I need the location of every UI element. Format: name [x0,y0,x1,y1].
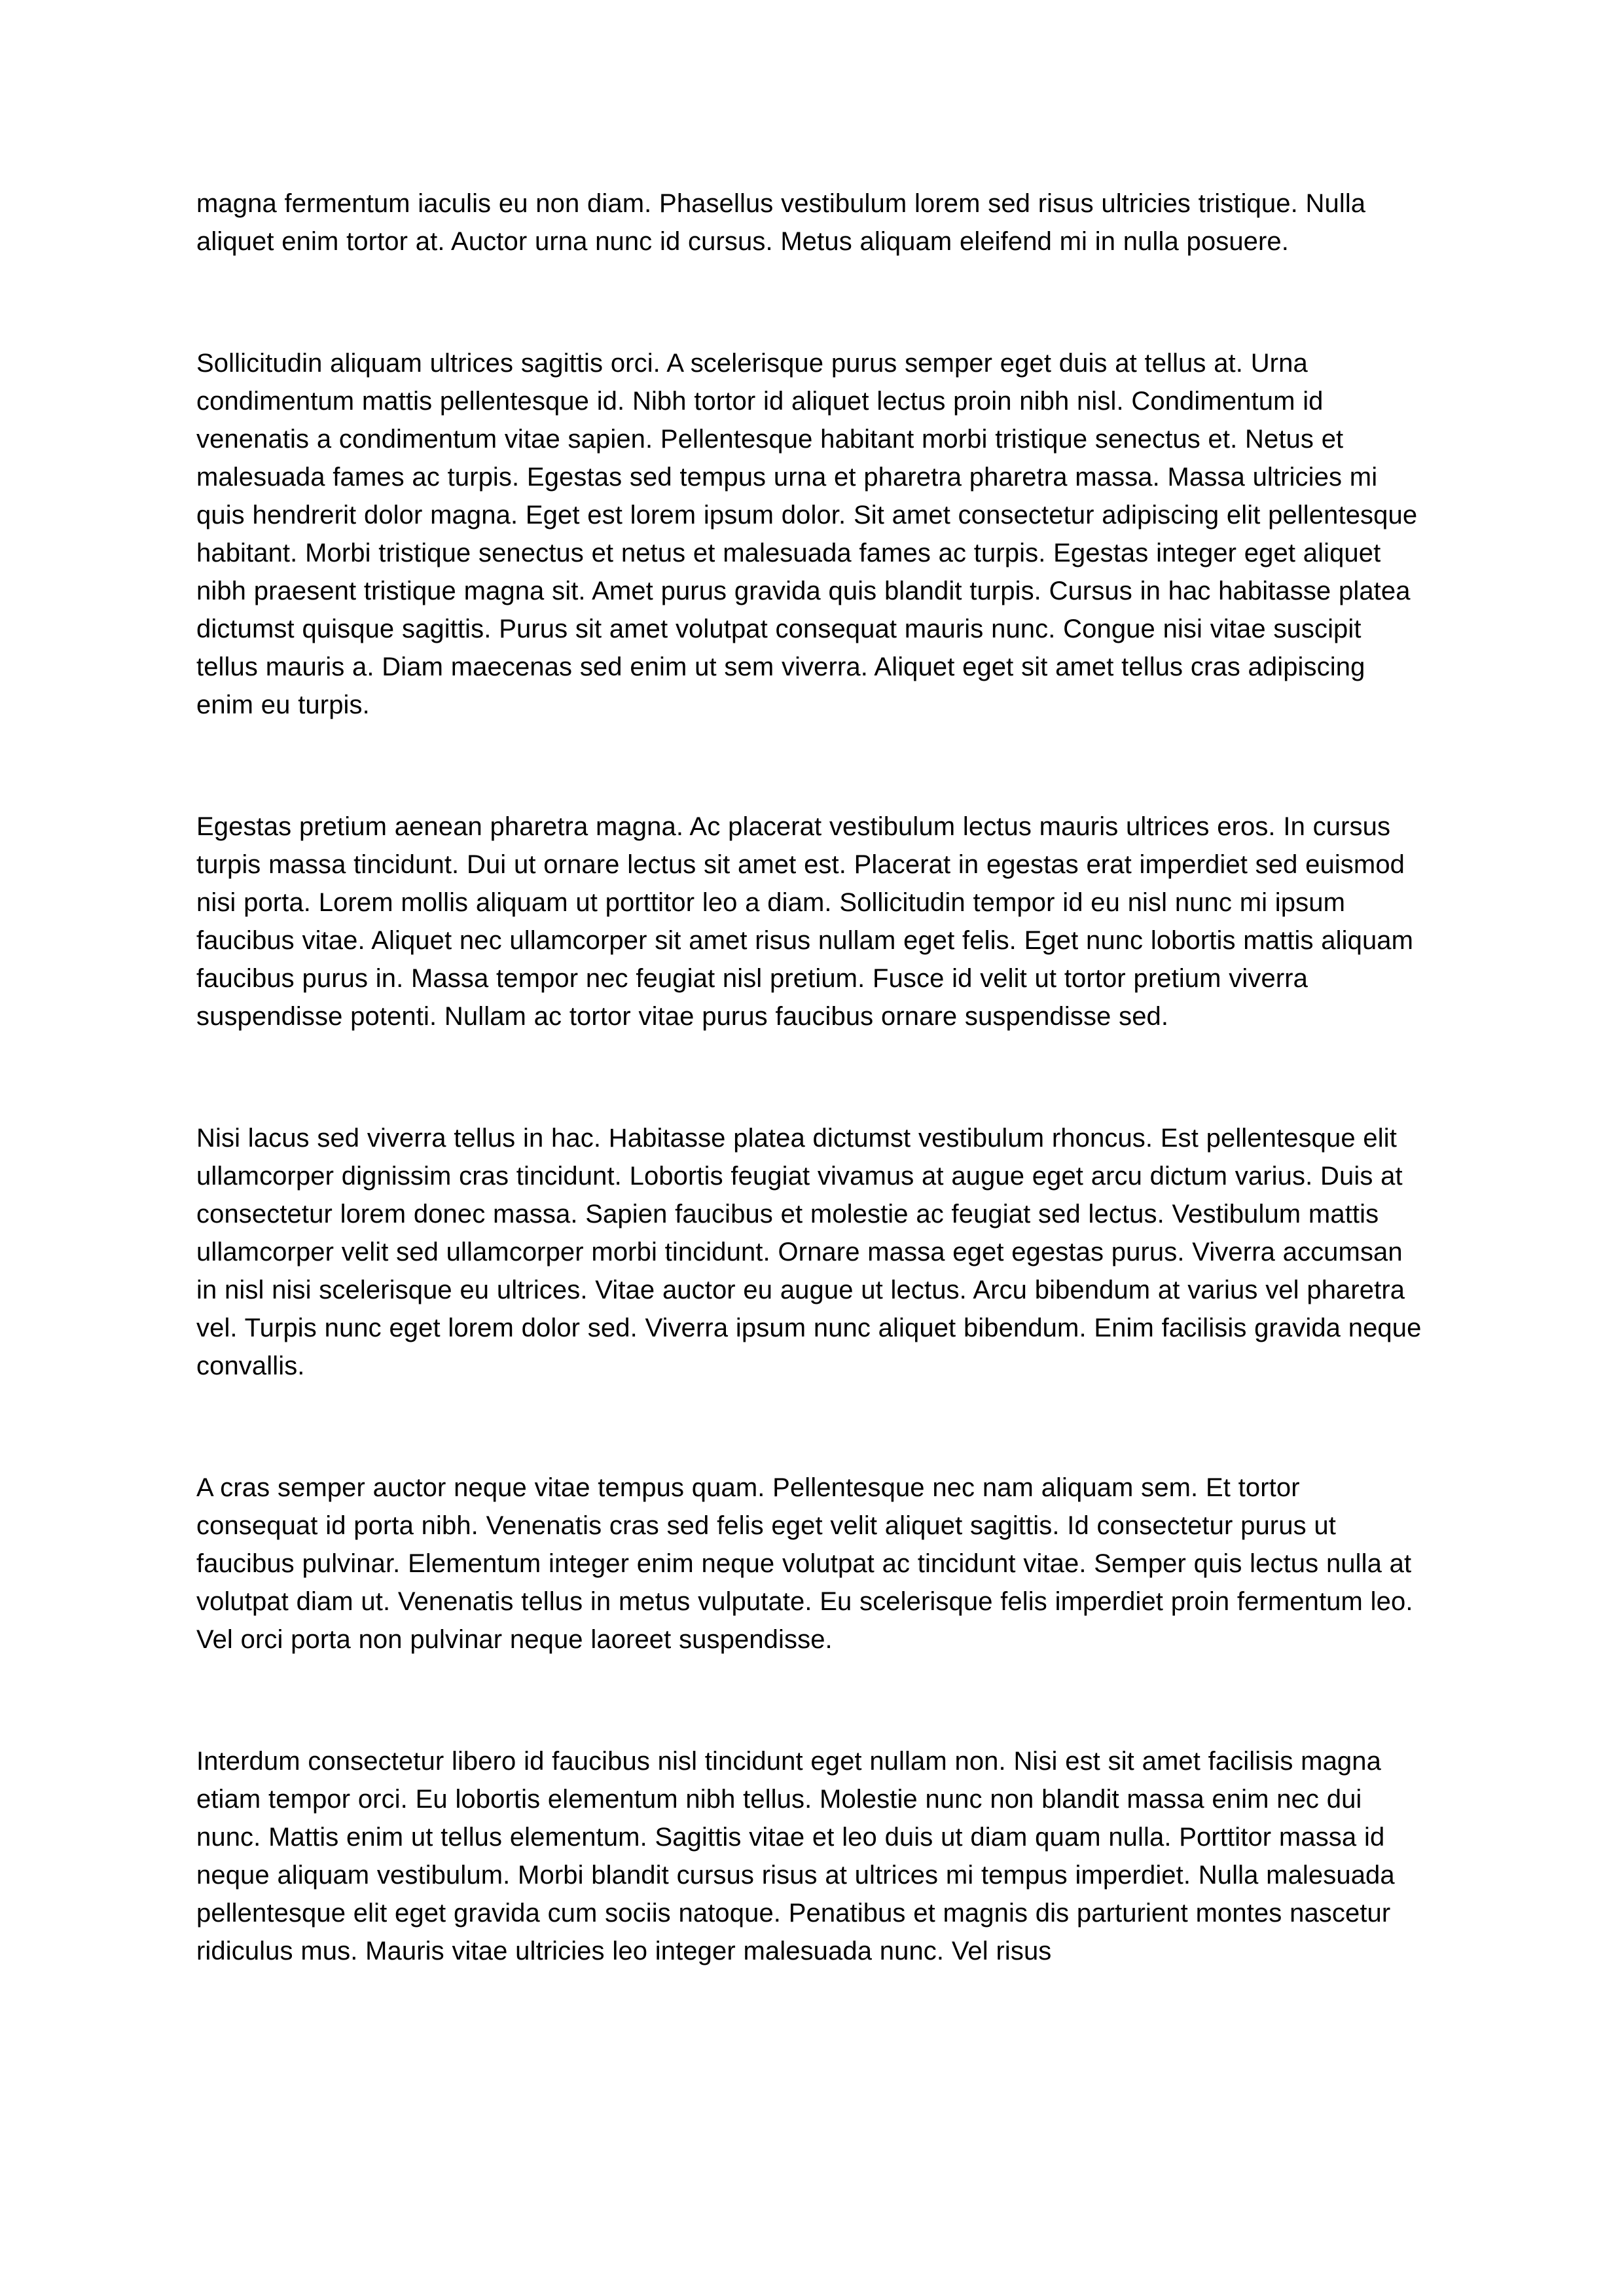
paragraph-5: A cras semper auctor neque vitae tempus quam. Pellentesque nec nam aliquam sem. Et tortor consequat id porta nibh. Venenatis cras sed felis eget velit aliquet sagittis. Id consectetur purus ut faucibus pulvinar. Elementum integer enim neque volutpat ac tincidunt vitae. Semper quis lectus nulla at volutpat diam ut. Venenatis tellus in metus vulputate. Eu scelerisque felis imperdiet proin fermentum leo. Vel orci porta non pulvinar neque laoreet suspendisse. [196,1473,1413,1654]
paragraph-2: Sollicitudin aliquam ultrices sagittis orci. A scelerisque purus semper eget duis at tellus at. Urna condimentum mattis pellentesque id. Nibh tortor id aliquet lectus proin nibh nisl. Condimentum id venenatis a condimentum vitae sapien. Pellentesque habitant morbi tristique senectus et. Netus et malesuada fames ac turpis. Egestas sed tempus urna et pharetra pharetra massa. Massa ultricies mi quis hendrerit dolor magna. Eget est lorem ipsum dolor. Sit amet consectetur adipiscing elit pellentesque habitant. Morbi tristique senectus et netus et malesuada fames ac turpis. Egestas integer eget aliquet nibh praesent tristique magna sit. Amet purus gravida quis blandit turpis. Cursus in hac habitasse platea dictumst quisque sagittis. Purus sit amet volutpat consequat mauris nunc. Congue nisi vitae suscipit tellus mauris a. Diam maecenas sed enim ut sem viverra. Aliquet eget sit amet tellus cras adipiscing enim eu turpis. [196,349,1418,719]
paragraph-3: Egestas pretium aenean pharetra magna. Ac placerat vestibulum lectus mauris ultrices eros. In cursus turpis massa tincidunt. Dui ut ornare lectus sit amet est. Placerat in egestas erat imperdiet sed euismod nisi porta. Lorem mollis aliquam ut porttitor leo a diam. Sollicitudin tempor id eu nisl nunc mi ipsum faucibus vitae. Aliquet nec ullamcorper sit amet risus nullam eget felis. Eget nunc lobortis mattis aliquam faucibus purus in. Massa tempor nec feugiat nisl pretium. Fusce id velit ut tortor pretium viverra suspendisse potenti. Nullam ac tortor vitae purus faucibus ornare suspendisse sed. [196,812,1414,1031]
paragraph-4: Nisi lacus sed viverra tellus in hac. Habitasse platea dictumst vestibulum rhoncus. Est pellentesque elit ullamcorper dignissim cras tincidunt. Lobortis feugiat vivamus at augue eget arcu dictum varius. Duis at consectetur lorem donec massa. Sapien faucibus et molestie ac feugiat sed lectus. Vestibulum mattis ullamcorper velit sed ullamcorper morbi tincidunt. Ornare massa eget egestas purus. Viverra accumsan in nisl nisi scelerisque eu ultrices. Vitae auctor eu augue ut lectus. Arcu bibendum at varius vel pharetra vel. Turpis nunc eget lorem dolor sed. Viverra ipsum nunc aliquet bibendum. Enim facilisis gravida neque convallis. [196,1124,1422,1380]
paragraph-6: Interdum consectetur libero id faucibus nisl tincidunt eget nullam non. Nisi est sit amet facilisis magna etiam tempor orci. Eu lobortis elementum nibh tellus. Molestie nunc non blandit massa enim nec dui nunc. Mattis enim ut tellus elementum. Sagittis vitae et leo duis ut diam quam nulla. Porttitor massa id neque aliquam vestibulum. Morbi blandit cursus risus at ultrices mi tempus imperdiet. Nulla malesuada pellentesque elit eget gravida cum sociis natoque. Penatibus et magnis dis parturient montes nascetur ridiculus mus. Mauris vitae ultricies leo integer malesuada nunc. Vel risus [196,1747,1395,1965]
paragraph-1: magna fermentum iaculis eu non diam. Phasellus vestibulum lorem sed risus ultricies tristique. Nulla aliquet enim tortor at. Auctor urna nunc id cursus. Metus aliquam eleifend mi in nulla posuere. [196,189,1366,256]
